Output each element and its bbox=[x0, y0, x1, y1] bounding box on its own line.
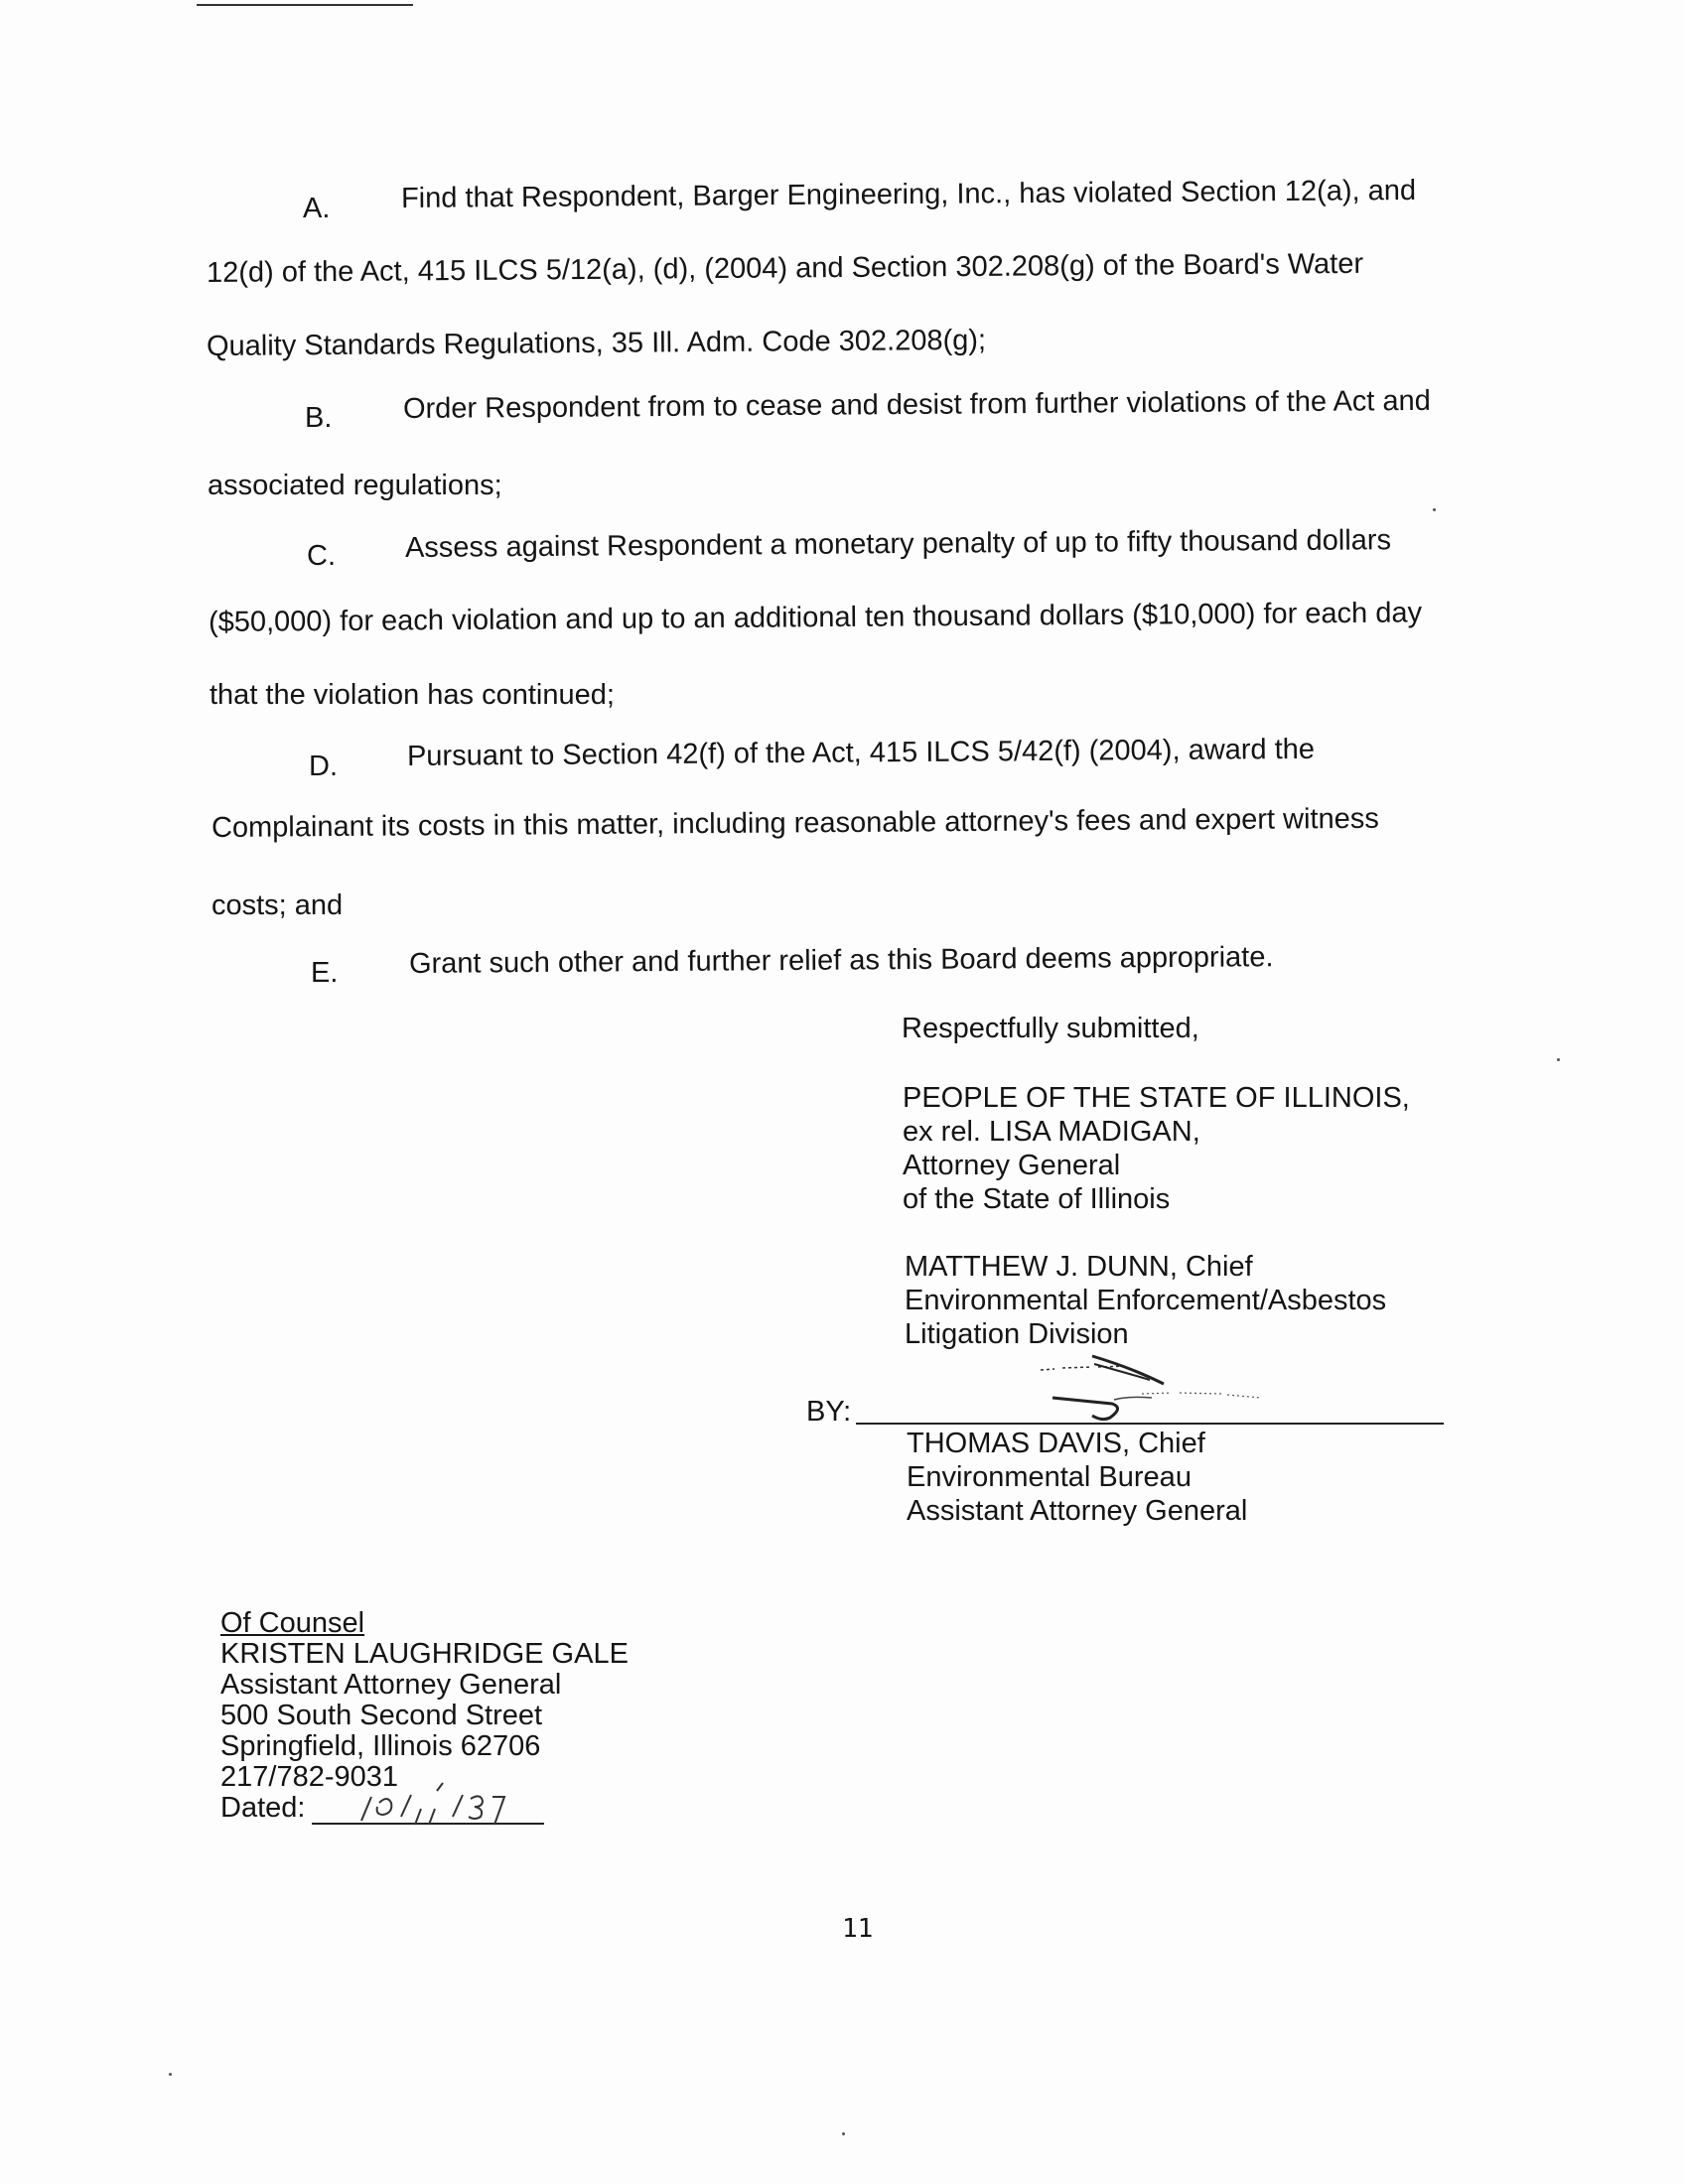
paragraph-c-line-2: ($50,000) for each violation and up to an additional ten thousand dollars ($10,000) for each day bbox=[208, 597, 1423, 638]
paragraph-a-line-3: Quality Standards Regulations, 35 Ill. Adm. Code 302.208(g); bbox=[206, 324, 987, 362]
dated-row bbox=[220, 1793, 629, 1827]
paragraph-d-letter: D. bbox=[309, 751, 338, 782]
party-block bbox=[903, 1081, 1410, 1216]
paragraph-a-letter: A. bbox=[303, 193, 331, 224]
signer-line-2: Environmental Bureau bbox=[907, 1461, 1192, 1493]
scan-speck bbox=[842, 2132, 845, 2135]
handwritten-signature bbox=[1033, 1346, 1291, 1426]
signer-line-3: Assistant Attorney General bbox=[907, 1495, 1248, 1527]
counsel-line-3: 500 South Second Street bbox=[220, 1700, 543, 1731]
party-line-3: Attorney General bbox=[903, 1150, 1121, 1181]
scan-speck bbox=[1433, 508, 1436, 511]
paragraph-a-line-1: Find that Respondent, Barger Engineering, Inc., has violated Section 12(a), and bbox=[400, 174, 1417, 214]
paragraph-d-line-1: Pursuant to Section 42(f) of the Act, 415 ILCS 5/42(f) (2004), award the bbox=[406, 733, 1316, 772]
paragraph-d-line-2: Complainant its costs in this matter, including reasonable attorney's fees and expert witness bbox=[210, 802, 1379, 844]
page-number: 11 bbox=[842, 1914, 874, 1944]
party-line-4: of the State of Illinois bbox=[903, 1183, 1171, 1215]
handwritten-date bbox=[350, 1781, 548, 1827]
closing-text: Respectfully submitted, bbox=[902, 1013, 1199, 1044]
paragraph-b-letter: B. bbox=[305, 402, 333, 434]
paragraph-e-letter: E. bbox=[311, 957, 339, 989]
counsel-line-2: Assistant Attorney General bbox=[220, 1669, 562, 1701]
paragraph-c-line-1: Assess against Respondent a monetary penalty of up to fifty thousand dollars bbox=[404, 524, 1392, 564]
scan-speck bbox=[169, 2073, 172, 2076]
party-line-2: ex rel. LISA MADIGAN, bbox=[903, 1116, 1200, 1148]
by-label: BY: bbox=[806, 1396, 852, 1428]
paragraph-d-line-3: costs; and bbox=[211, 889, 344, 921]
signature-line bbox=[856, 1423, 1444, 1425]
paragraph-e-line-1: Grant such other and further relief as this Board deems appropriate. bbox=[408, 941, 1274, 980]
chief-line-2: Environmental Enforcement/Asbestos bbox=[905, 1285, 1387, 1316]
signer-block bbox=[907, 1427, 1247, 1528]
counsel-line-4: Springfield, Illinois 62706 bbox=[220, 1730, 541, 1762]
of-counsel-heading: Of Counsel bbox=[220, 1607, 365, 1639]
party-line-1: PEOPLE OF THE STATE OF ILLINOIS, bbox=[903, 1082, 1410, 1114]
paragraph-c-letter: C. bbox=[307, 540, 336, 572]
counsel-block bbox=[220, 1608, 629, 1827]
dated-label: Dated: bbox=[220, 1792, 306, 1824]
paragraph-c-line-3: that the violation has continued; bbox=[210, 679, 615, 711]
counsel-line-5: 217/782-9031 bbox=[220, 1761, 398, 1793]
top-rule bbox=[197, 4, 413, 6]
chief-block bbox=[905, 1250, 1386, 1351]
scan-speck bbox=[1557, 1058, 1560, 1061]
paragraph-b-line-1: Order Respondent from to cease and desist from further violations of the Act and bbox=[402, 384, 1431, 425]
paragraph-b-line-2: associated regulations; bbox=[208, 470, 502, 501]
paragraph-a-line-2: 12(d) of the Act, 415 ILCS 5/12(a), (d), (2004) and Section 302.208(g) of the Board's Water bbox=[206, 247, 1364, 289]
signer-line-1: THOMAS DAVIS, Chief bbox=[907, 1428, 1205, 1459]
chief-line-1: MATTHEW J. DUNN, Chief bbox=[905, 1251, 1253, 1283]
counsel-line-1: KRISTEN LAUGHRIDGE GALE bbox=[220, 1638, 629, 1670]
chief-line-3: Litigation Division bbox=[905, 1318, 1129, 1350]
